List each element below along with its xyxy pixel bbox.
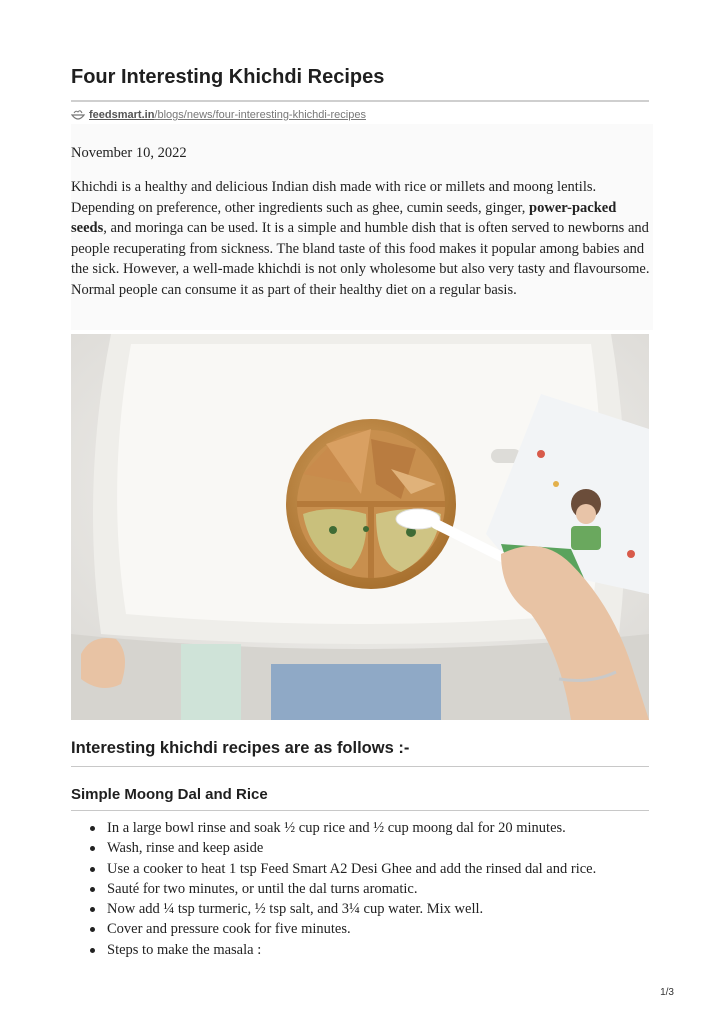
page-title: Four Interesting Khichdi Recipes (71, 66, 385, 88)
intro-link-seeds[interactable]: power-packed seeds (71, 199, 617, 236)
list-item: Sauté for two minutes, or until the dal turns aromatic. (107, 879, 685, 899)
recipe-title: Simple Moong Dal and Rice (71, 786, 268, 803)
bowl-icon (71, 108, 85, 122)
intro-text-continued: , and moringa can be used. It is a simple and humble dish that is often served to newborns and people recuperating from sickness. The bland taste of this food makes it popular among babies and the sick. However, a well-made khichdi is not only wholesome but also very tasty and flavoursome. Normal people can consume it as part of their healthy diet on a regular basis. (71, 220, 650, 298)
intro-paragraph (71, 177, 653, 300)
list-item: Now add ¼ tsp turmeric, ½ tsp salt, and 3¼ cup water. Mix well. (107, 899, 685, 919)
section-divider (71, 766, 649, 767)
intro-text: Khichdi is a healthy and delicious Indian dish made with rice or millets and moong lentils. Depending on preference, other ingredients such as ghee, cumin seeds, ginger, (71, 179, 597, 216)
source-link[interactable] (71, 107, 366, 123)
list-item: Wash, rinse and keep aside (107, 838, 685, 858)
recipe-steps-list (71, 818, 685, 960)
title-divider (71, 100, 649, 102)
bamboo-plate (286, 419, 456, 589)
recipe-divider (71, 810, 649, 811)
source-path[interactable]: /blogs/news/four-interesting-khichdi-recipes (154, 109, 366, 121)
list-item: Use a cooker to heat 1 tsp Feed Smart A2 Desi Ghee and add the rinsed dal and rice. (107, 859, 685, 879)
list-item: In a large bowl rinse and soak ½ cup rice and ½ cup moong dal for 20 minutes. (107, 818, 685, 838)
source-domain[interactable]: feedsmart.in (89, 109, 155, 121)
section-heading: Interesting khichdi recipes are as follows :- (71, 739, 410, 757)
publish-date: November 10, 2022 (71, 145, 187, 161)
list-item: Cover and pressure cook for five minutes. (107, 919, 685, 939)
khichdi-plate-photo (71, 334, 649, 720)
page-number: 1/3 (660, 987, 674, 998)
list-item: Steps to make the masala : (107, 940, 685, 960)
